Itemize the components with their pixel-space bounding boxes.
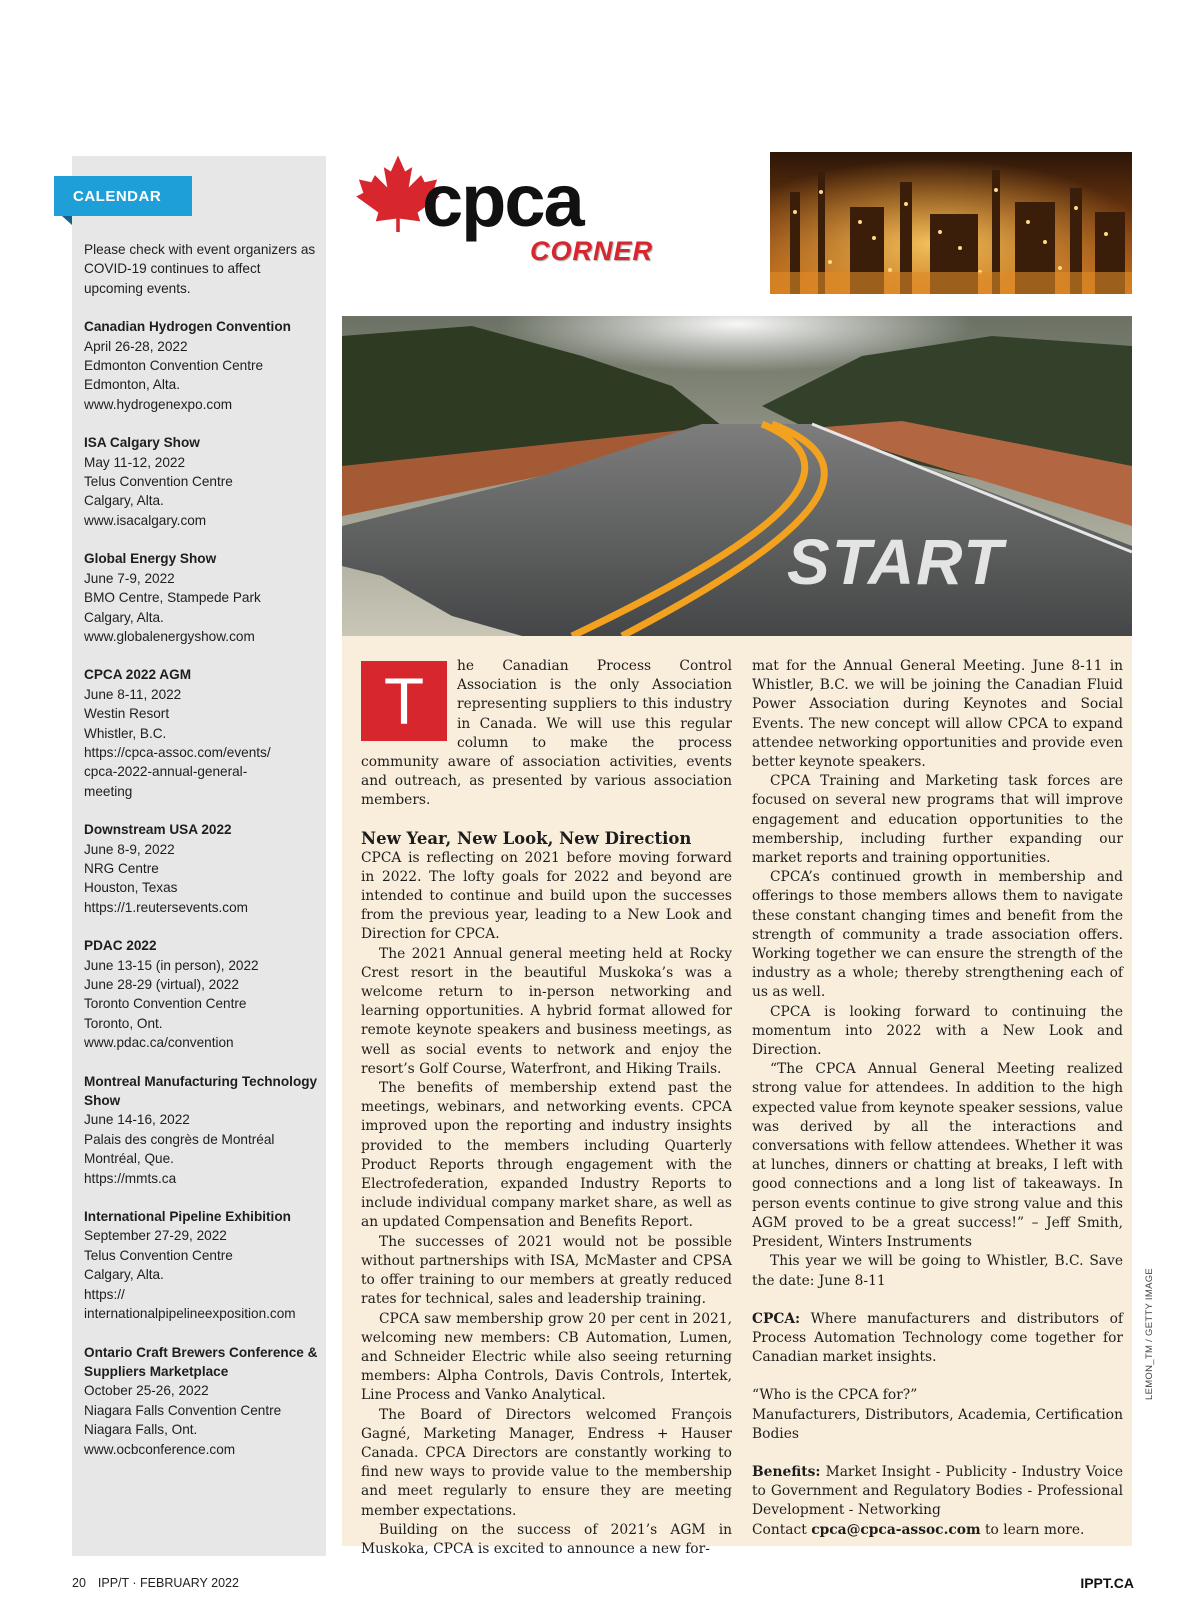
article-paragraph: CPCA saw membership grow 20 per cent in 2021, welcoming new members: CB Automation, Lumen, and Schneider Electric while also seeing returning members: Alpha Controls, Davis Controls, Intertek, Line Process and Vanko Analytical. xyxy=(361,1310,732,1404)
event-title: Canadian Hydrogen Convention xyxy=(84,319,291,335)
contact-line: Contact cpca@cpca-assoc.com to learn more. xyxy=(752,1521,1085,1538)
event-link[interactable]: www.globalenergyshow.com xyxy=(84,628,255,644)
calendar-intro: Please check with event organizers as COVID-19 continues to affect upcoming events. xyxy=(84,242,316,296)
road-start-image xyxy=(342,316,1132,636)
event-detail: Whistler, B.C. xyxy=(84,725,167,741)
calendar-event xyxy=(84,433,322,530)
footer-folio xyxy=(72,1576,239,1590)
event-detail: Telus Convention Centre xyxy=(84,1247,233,1263)
benefits xyxy=(752,1463,1123,1521)
calendar-tab-fold xyxy=(62,216,72,225)
article-paragraph: The benefits of membership extend past the meetings, webinars, and networking events. CPCA improved upon the reporting and industry insights provided to the members including Quarterly Product Reports through engagement with the Electrofederation, expanded Industry Reports to include individual company market share, as well as an updated Compensation and Benefits Report. xyxy=(361,1080,732,1231)
road-start-text: START xyxy=(787,526,1005,598)
event-title: International Pipeline Exhibition xyxy=(84,1209,291,1225)
article-heading: New Year, New Look, New Direction xyxy=(361,828,692,848)
article-paragraph: CPCA is looking forward to continuing the momentum into 2022 with a New Look and Direction. xyxy=(752,1003,1123,1059)
event-detail: Toronto Convention Centre xyxy=(84,996,247,1012)
calendar-event xyxy=(84,1343,322,1459)
event-link[interactable]: www.ocbconference.com xyxy=(84,1441,236,1457)
calendar-event xyxy=(84,1072,322,1188)
event-detail: Calgary, Alta. xyxy=(84,1267,164,1283)
event-detail: September 27-29, 2022 xyxy=(84,1228,227,1244)
calendar-tab: CALENDAR xyxy=(54,176,192,216)
event-title: PDAC 2022 xyxy=(84,938,157,954)
event-detail: Niagara Falls Convention Centre xyxy=(84,1402,282,1418)
article-column-2 xyxy=(752,657,1123,1540)
event-link[interactable]: https://1.reutersevents.com xyxy=(84,899,248,915)
article-paragraph: The 2021 Annual general meeting held at Rocky Crest resort in the beautiful Muskoka’s was a welcome return to in-person networking and learning opportunities. A hybrid format allowed for remote keynote speakers and business meetings, as well as social events to network and enjoy the resort’s Golf Course, Waterfront, and Hiking Trails. xyxy=(361,945,732,1077)
cpca-statement xyxy=(752,1310,1123,1368)
event-title: Global Energy Show xyxy=(84,551,217,567)
event-detail: Toronto, Ont. xyxy=(84,1015,163,1031)
event-detail: Edmonton, Alta. xyxy=(84,377,180,393)
who-question: “Who is the CPCA for?” xyxy=(752,1387,918,1404)
benefits-label: Benefits: xyxy=(752,1463,821,1480)
event-detail: Calgary, Alta. xyxy=(84,609,164,625)
cpca-wordmark: cpca xyxy=(422,159,583,242)
contact-email-link[interactable]: cpca@cpca-assoc.com xyxy=(811,1521,981,1538)
event-title: Ontario Craft Brewers Conference & Suppliers Marketplace xyxy=(84,1344,318,1379)
event-detail: Westin Resort xyxy=(84,706,170,722)
publication-date: IPP/T · FEBRUARY 2022 xyxy=(97,1576,239,1590)
corner-subtitle: CORNER xyxy=(530,236,654,266)
event-detail: June 13-15 (in person), 2022 xyxy=(84,957,259,973)
event-link[interactable]: www.pdac.ca/convention xyxy=(84,1035,234,1051)
event-detail: October 25-26, 2022 xyxy=(84,1383,209,1399)
article-quote: “The CPCA Annual General Meeting realized strong value for attendees. In addition to the high expected value from keynote speaker sessions, value was derived by all the interactions and conversations with fellow attendees. Whether it was at lunches, dinners or chatting at breaks, I left with good connections and a long list of takeaways. In person events continue to give strong value and this AGM proved to be a great success!” – Jeff Smith, President, Winters Instruments xyxy=(752,1061,1123,1251)
event-detail: May 11-12, 2022 xyxy=(84,454,186,470)
benefits-text: Market Insight - Publicity - Industry Voice to Government and Regulatory Bodies - Professional Development - Networking xyxy=(752,1463,1123,1519)
who-answer: Manufacturers, Distributors, Academia, Certification Bodies xyxy=(752,1406,1123,1442)
event-detail: BMO Centre, Stampede Park xyxy=(84,590,261,606)
calendar-event xyxy=(84,665,322,801)
event-title: CPCA 2022 AGM xyxy=(84,667,192,683)
cpca-statement-text: Where manufacturers and distributors of Process Automation Technology come together for Canadian market insights. xyxy=(752,1310,1123,1366)
article-column-1 xyxy=(361,657,732,1559)
calendar-event xyxy=(84,549,322,646)
photo-credit: LEMON_TM / GETTY IMAGE xyxy=(1144,1267,1155,1400)
event-detail: April 26-28, 2022 xyxy=(84,338,188,354)
event-detail: June 8-11, 2022 xyxy=(84,686,182,702)
event-link[interactable]: www.isacalgary.com xyxy=(84,512,207,528)
calendar-list xyxy=(84,240,322,1478)
article-paragraph: CPCA Training and Marketing task forces are focused on several new programs that will improve engagement and education opportunities to the membership, including further expanding our market reports and training opportunities. xyxy=(752,773,1123,867)
article-paragraph: The successes of 2021 would not be possible without partnerships with ISA, McMaster and CPSA to offer training to our members at greatly reduced rates for technical, sales and leadership training. xyxy=(361,1233,732,1308)
article-paragraph: CPCA’s continued growth in membership and offerings to those members allows them to navigate these constant changing times and benefit from the strength of community a trade association offers. Working together we can ensure the strength of the industry as a whole; thereby strengthening each of us as well. xyxy=(752,869,1123,1001)
article-paragraph: This year we will be going to Whistler, B.C. Save the date: June 8-11 xyxy=(752,1253,1123,1289)
article-paragraph: mat for the Annual General Meeting. June 8-11 in Whistler, B.C. we will be joining the Canadian Fluid Power Association during Keynotes and Social Events. The new concept will allow CPCA to expand attendee networking opportunities and provide even better keynote speakers. xyxy=(752,658,1123,771)
calendar-event xyxy=(84,1207,322,1323)
event-detail: Calgary, Alta. xyxy=(84,493,164,509)
cpca-corner-logo xyxy=(352,152,652,282)
event-title: ISA Calgary Show xyxy=(84,435,200,451)
drop-cap: T xyxy=(361,661,447,741)
event-link[interactable]: https:// xyxy=(84,1286,125,1302)
event-detail: June 8-9, 2022 xyxy=(84,841,175,857)
event-link[interactable]: https://cpca-assoc.com/events/ xyxy=(84,744,271,760)
event-title: Montreal Manufacturing Technology Show xyxy=(84,1073,318,1109)
event-detail: NRG Centre xyxy=(84,860,159,876)
event-link[interactable]: meeting xyxy=(84,783,133,799)
event-detail: June 14-16, 2022 xyxy=(84,1112,190,1128)
calendar-events xyxy=(84,317,322,1459)
calendar-event xyxy=(84,936,322,1052)
event-detail: June 7-9, 2022 xyxy=(84,570,175,586)
event-title: Downstream USA 2022 xyxy=(84,822,232,838)
cpca-label: CPCA: xyxy=(752,1310,801,1327)
event-detail: June 28-29 (virtual), 2022 xyxy=(84,977,239,992)
article-paragraph: Building on the success of 2021’s AGM in Muskoka, CPCA is excited to announce a new for- xyxy=(361,1521,732,1557)
article-paragraph: The Board of Directors welcomed François Gagné, Marketing Manager, Endress + Hauser Canada. CPCA Directors are constantly working to find new ways to provide value to the membership and meet regularly to ensure they are meeting member expectations. xyxy=(361,1406,732,1519)
event-detail: Houston, Texas xyxy=(84,880,178,896)
event-link[interactable]: cpca-2022-annual-general- xyxy=(84,764,248,780)
event-detail: Palais des congrès de Montréal xyxy=(84,1131,275,1147)
page-number: 20 xyxy=(72,1576,86,1590)
article-paragraph: CPCA is reflecting on 2021 before moving forward in 2022. The lofty goals for 2022 and beyond are intended to continue and build upon the successes from the previous year, leading to a New Look and Direction for CPCA. xyxy=(361,849,732,943)
site-url[interactable]: IPPT.CA xyxy=(1080,1575,1134,1591)
event-link[interactable]: https://mmts.ca xyxy=(84,1170,177,1186)
calendar-event xyxy=(84,820,322,917)
event-link[interactable]: internationalpipelineexposition.com xyxy=(84,1306,296,1322)
event-detail: Telus Convention Centre xyxy=(84,474,233,490)
calendar-event xyxy=(84,317,322,414)
refinery-night-image xyxy=(770,152,1132,294)
article-intro: he Canadian Process Control Association is the only Association representing suppliers to this industry in Canada. We will use this regular column to make the process community aware of association activities, events and outreach, as presented by various association members. xyxy=(361,658,732,809)
event-detail: Montréal, Que. xyxy=(84,1151,174,1167)
event-detail: Edmonton Convention Centre xyxy=(84,358,264,374)
event-detail: Niagara Falls, Ont. xyxy=(84,1422,198,1438)
event-link[interactable]: www.hydrogenexpo.com xyxy=(84,396,233,412)
